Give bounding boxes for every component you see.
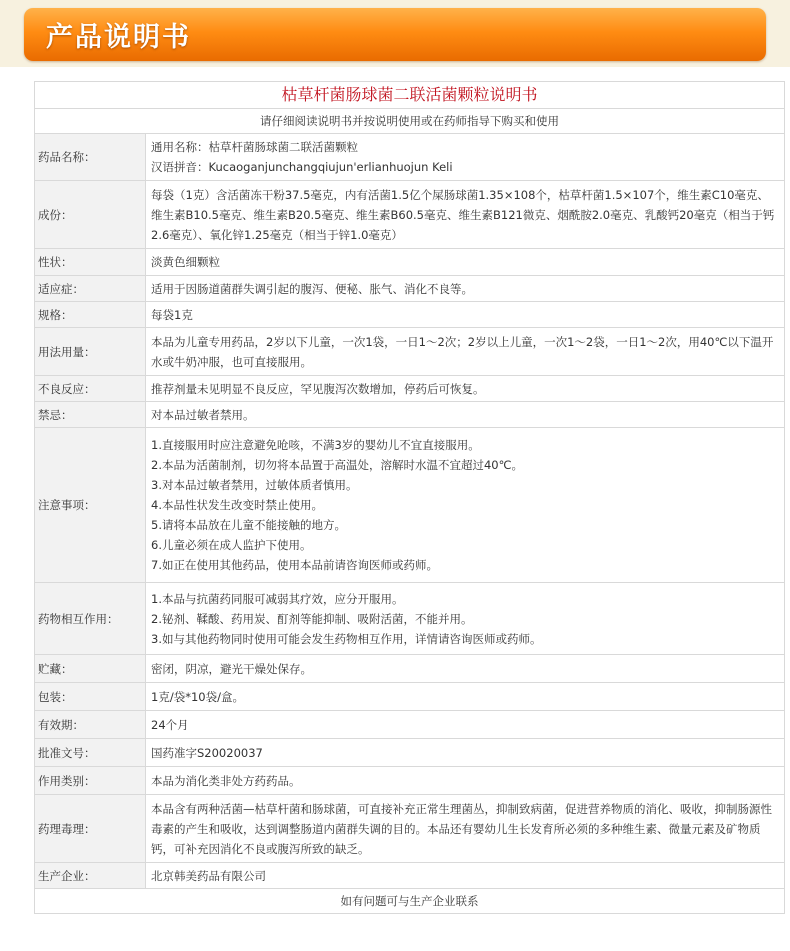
- row-label: 有效期：: [35, 711, 146, 739]
- row-value: 密闭，阴凉，避光干燥处保存。: [146, 655, 785, 683]
- value-line: 1.本品与抗菌药同服可减弱其疗效，应分开服用。: [151, 591, 404, 606]
- row-value: [146, 583, 785, 655]
- table-row: [35, 711, 785, 739]
- row-value: 本品为儿童专用药品，2岁以下儿童，一次1袋，一日1～2次；2岁以上儿童，一次1～2袋，一日1～2次，用40℃以下温开水或牛奶冲服，也可直接服用。: [146, 328, 785, 376]
- row-value: 适用于因肠道菌群失调引起的腹泻、便秘、胀气、消化不良等。: [146, 276, 785, 302]
- row-value: 对本品过敏者禁用。: [146, 402, 785, 428]
- row-label: 药理毒理：: [35, 795, 146, 863]
- notice-text: 请仔细阅读说明书并按说明使用或在药师指导下购买和使用: [35, 109, 785, 134]
- row-label: 贮藏：: [35, 655, 146, 683]
- table-row: [35, 181, 785, 249]
- row-label: 生产企业：: [35, 863, 146, 889]
- row-value: 北京韩美药品有限公司: [146, 863, 785, 889]
- banner-area: [0, 0, 790, 67]
- row-value: [146, 428, 785, 583]
- row-value: 每袋（1克）含活菌冻干粉37.5毫克，内有活菌1.5亿个屎肠球菌1.35×108个，枯草杆菌1.5×107个，维生素C10毫克、维生素B10.5毫克、维生素B20.5毫克、维生素B60.5毫克、维生素B121微克、烟酰胺2.0毫克、乳酸钙20毫克（相当于钙2.6毫克）、氧化锌1.25毫克（相当于锌1.0毫克）: [146, 181, 785, 249]
- table-row: [35, 767, 785, 795]
- value-line: 2.本品为活菌制剂，切勿将本品置于高温处，溶解时水温不宜超过40℃。: [151, 458, 524, 472]
- table-row: [35, 655, 785, 683]
- row-label: 规格：: [35, 302, 146, 328]
- row-value: 淡黄色细颗粒: [146, 249, 785, 276]
- row-label: 包装：: [35, 683, 146, 711]
- table-row: [35, 795, 785, 863]
- title-row: [35, 82, 785, 109]
- row-label: 药品名称：: [35, 134, 146, 181]
- row-label: 用法用量：: [35, 328, 146, 376]
- table-row: [35, 428, 785, 583]
- row-value: 24个月: [146, 711, 785, 739]
- table-row: [35, 134, 785, 181]
- value-line: 5.请将本品放在儿童不能接触的地方。: [151, 518, 346, 532]
- banner: [24, 8, 766, 61]
- row-value: [146, 134, 785, 181]
- row-value: 本品为消化类非处方药药品。: [146, 767, 785, 795]
- table-row: [35, 302, 785, 328]
- row-label: 不良反应：: [35, 376, 146, 402]
- row-label: 批准文号：: [35, 739, 146, 767]
- row-label: 适应症：: [35, 276, 146, 302]
- value-line: 3.如与其他药物同时使用可能会发生药物相互作用，详情请咨询医师或药师。: [151, 631, 542, 646]
- row-label: 性状：: [35, 249, 146, 276]
- banner-title: 产品说明书: [46, 22, 191, 53]
- table-row: [35, 249, 785, 276]
- table-row: [35, 328, 785, 376]
- table-row: [35, 276, 785, 302]
- row-value: 每袋1克: [146, 302, 785, 328]
- table-row: [35, 402, 785, 428]
- row-value: 国药准字S20020037: [146, 739, 785, 767]
- footer-row: [35, 889, 785, 914]
- row-label: 注意事项：: [35, 428, 146, 583]
- value-line: 2.铋剂、鞣酸、药用炭、酊剂等能抑制、吸附活菌，不能并用。: [151, 611, 473, 626]
- row-label: 禁忌：: [35, 402, 146, 428]
- value-line: 汉语拼音：Kucaoganjunchangqiujun'erlianhuojun Keli: [151, 160, 453, 174]
- value-line: 1.直接服用时应注意避免呛咳，不满3岁的婴幼儿不宜直接服用。: [151, 438, 480, 452]
- table-row: [35, 739, 785, 767]
- table-row: [35, 583, 785, 655]
- value-line: 通用名称：枯草杆菌肠球菌二联活菌颗粒: [151, 140, 358, 154]
- row-value: 1克/袋*10袋/盒。: [146, 683, 785, 711]
- row-value: 推荐剂量未见明显不良反应，罕见腹泻次数增加，停药后可恢复。: [146, 376, 785, 402]
- table-row: [35, 863, 785, 889]
- table-row: [35, 683, 785, 711]
- table-row: [35, 376, 785, 402]
- row-label: 药物相互作用：: [35, 583, 146, 655]
- document-title: 枯草杆菌肠球菌二联活菌颗粒说明书: [35, 82, 785, 109]
- row-label: 成份：: [35, 181, 146, 249]
- row-label: 作用类别：: [35, 767, 146, 795]
- value-line: 6.儿童必须在成人监护下使用。: [151, 538, 312, 552]
- value-line: 4.本品性状发生改变时禁止使用。: [151, 498, 323, 512]
- value-line: 3.对本品过敏者禁用，过敏体质者慎用。: [151, 478, 358, 492]
- instruction-table: [34, 81, 785, 914]
- notice-row: [35, 109, 785, 134]
- row-value: 本品含有两种活菌—枯草杆菌和肠球菌，可直接补充正常生理菌丛，抑制致病菌，促进营养物质的消化、吸收，抑制肠源性毒素的产生和吸收，达到调整肠道内菌群失调的目的。本品还有婴幼儿生长发育所必须的多种维生素、微量元素及矿物质钙，可补充因消化不良或腹泻所致的缺乏。: [146, 795, 785, 863]
- value-line: 7.如正在使用其他药品，使用本品前请咨询医师或药师。: [151, 558, 438, 572]
- footer-text: 如有问题可与生产企业联系: [35, 889, 785, 914]
